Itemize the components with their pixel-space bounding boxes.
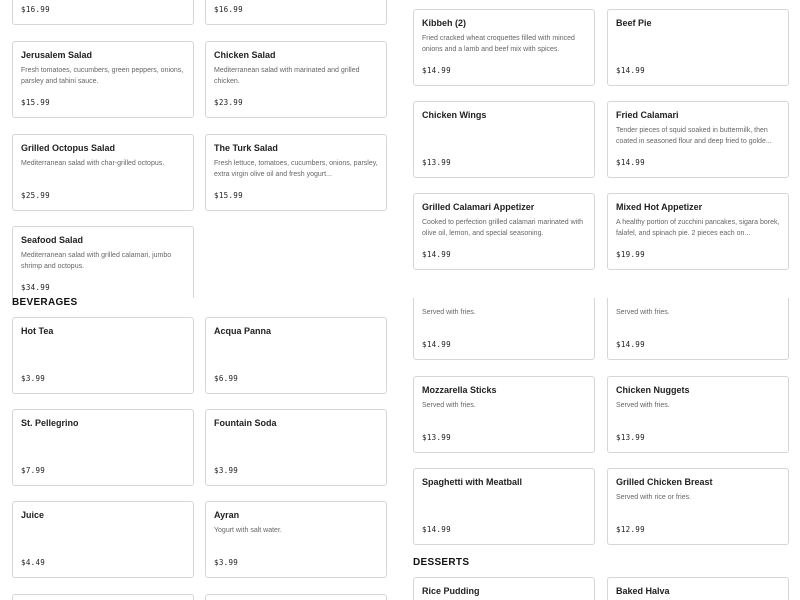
item-name: Ayran [214,510,240,520]
menu-item-card[interactable] [12,134,194,211]
item-name: St. Pellegrino [21,418,79,428]
item-description: A healthy portion of zucchini pancakes, sigara borek, falafel, and spinach pie. 2 pieces each on... [616,219,780,237]
right-menu-column [413,0,800,600]
item-description: Served with fries. [616,402,670,409]
item-description: Fresh tomatoes, cucumbers, green peppers, onions, parsley and tahini sauce. [21,67,184,85]
menu-item-card[interactable] [205,41,387,118]
item-description: Fresh lettuce, tomatoes, cucumbers, onions, parsley, extra virgin olive oil and fresh yogurt... [214,160,378,178]
item-name: Jerusalem Salad [21,50,93,60]
item-description: Fried cracked wheat croquettes filled with minced onions and a lamb and beef mix with spices. [422,35,575,53]
item-name: Acqua Panna [214,326,272,336]
menu-item-card[interactable] [12,41,194,118]
item-price: $13.99 [616,433,645,442]
salads-section [0,0,387,298]
menu-item-card[interactable] [413,577,595,600]
item-name: Fountain Soda [214,418,277,428]
menu-item-card[interactable] [12,409,194,486]
item-price: $12.99 [616,525,645,534]
menu-item-card[interactable] [12,594,194,600]
item-price: $15.99 [214,191,243,200]
item-name: Grilled Octopus Salad [21,143,116,153]
menu-item-card[interactable] [607,101,789,178]
menu-item-card[interactable] [607,298,789,360]
item-name: Chicken Nuggets [616,385,690,395]
kids-menu-section [413,298,800,600]
item-price: $13.99 [422,433,451,442]
item-price: $25.99 [21,191,50,200]
item-price: $23.99 [214,98,243,107]
appetizers-section [413,0,800,286]
menu-item-card[interactable] [607,468,789,545]
item-name: Spaghetti with Meatball [422,477,523,487]
menu-item-card[interactable] [413,376,595,453]
item-description: Served with rice or fries. [616,494,692,501]
item-name: Chicken Salad [214,50,276,60]
menu-item-card[interactable] [205,134,387,211]
item-name: Grilled Calamari Appetizer [422,202,535,212]
item-description: Tender pieces of squid soaked in buttermilk, then coated in seasoned flour and deep fried to golde... [616,127,772,145]
item-description: Cooked to perfection grilled calamari marinated with olive oil, lemon, and special seasoning. [422,219,584,237]
item-price: $14.99 [422,66,451,75]
item-price: $19.99 [616,250,645,259]
menu-item-card[interactable] [607,193,789,270]
item-price: $15.99 [21,98,50,107]
item-price: $16.99 [214,5,243,14]
item-name: Mozzarella Sticks [422,385,497,395]
menu-item-card[interactable] [413,101,595,178]
section-heading-desserts: DESSERTS [413,557,470,568]
menu-item-card[interactable] [205,0,387,25]
menu-item-card[interactable] [12,226,194,298]
menu-item-card[interactable] [12,501,194,578]
item-name: Mixed Hot Appetizer [616,202,703,212]
item-description: Mediterranean salad with char-grilled octopus. [21,160,165,167]
item-price: $14.99 [422,340,451,349]
item-description: Served with fries. [616,309,670,316]
menu-item-card[interactable] [12,317,194,394]
menu-item-card[interactable] [205,501,387,578]
item-price: $4.49 [21,558,46,567]
item-name: Baked Halva [616,586,670,596]
item-name: Juice [21,510,45,520]
menu-item-card[interactable] [12,0,194,25]
menu-item-card[interactable] [413,9,595,86]
item-description: Served with fries. [422,402,476,409]
item-name: Chicken Wings [422,110,487,120]
menu-item-card[interactable] [413,468,595,545]
item-price: $14.99 [422,250,451,259]
menu-item-card[interactable] [607,577,789,600]
item-name: Kibbeh (2) [422,18,466,28]
item-name: Seafood Salad [21,235,84,245]
menu-item-card[interactable] [413,298,595,360]
item-name: Rice Pudding [422,586,480,596]
item-price: $13.99 [422,158,451,167]
item-price: $14.99 [616,158,645,167]
item-price: $34.99 [21,283,50,292]
left-menu-column [0,0,387,600]
item-description: Served with fries. [422,309,476,316]
item-price: $3.99 [214,558,239,567]
item-description: Yogurt with salt water. [214,527,282,534]
item-name: Fried Calamari [616,110,679,120]
menu-item-card[interactable] [607,376,789,453]
menu-item-card[interactable] [205,317,387,394]
item-name: Hot Tea [21,326,54,336]
item-price: $14.99 [422,525,451,534]
item-name: Beef Pie [616,18,652,28]
item-description: Mediterranean salad with marinated and grilled chicken. [214,67,360,85]
item-price: $7.99 [21,466,46,475]
item-price: $14.99 [616,340,645,349]
item-name: Grilled Chicken Breast [616,477,713,487]
item-price: $16.99 [21,5,50,14]
menu-item-card[interactable] [413,193,595,270]
item-description: Mediterranean salad with grilled calamari, jumbo shrimp and octopus. [21,252,172,270]
menu-item-card[interactable] [205,594,387,600]
menu-item-card[interactable] [607,9,789,86]
item-price: $3.99 [21,374,46,383]
item-price: $6.99 [214,374,239,383]
item-name: The Turk Salad [214,143,278,153]
section-heading-beverages: BEVERAGES [12,297,78,308]
menu-item-card[interactable] [205,409,387,486]
item-price: $14.99 [616,66,645,75]
item-price: $3.99 [214,466,239,475]
